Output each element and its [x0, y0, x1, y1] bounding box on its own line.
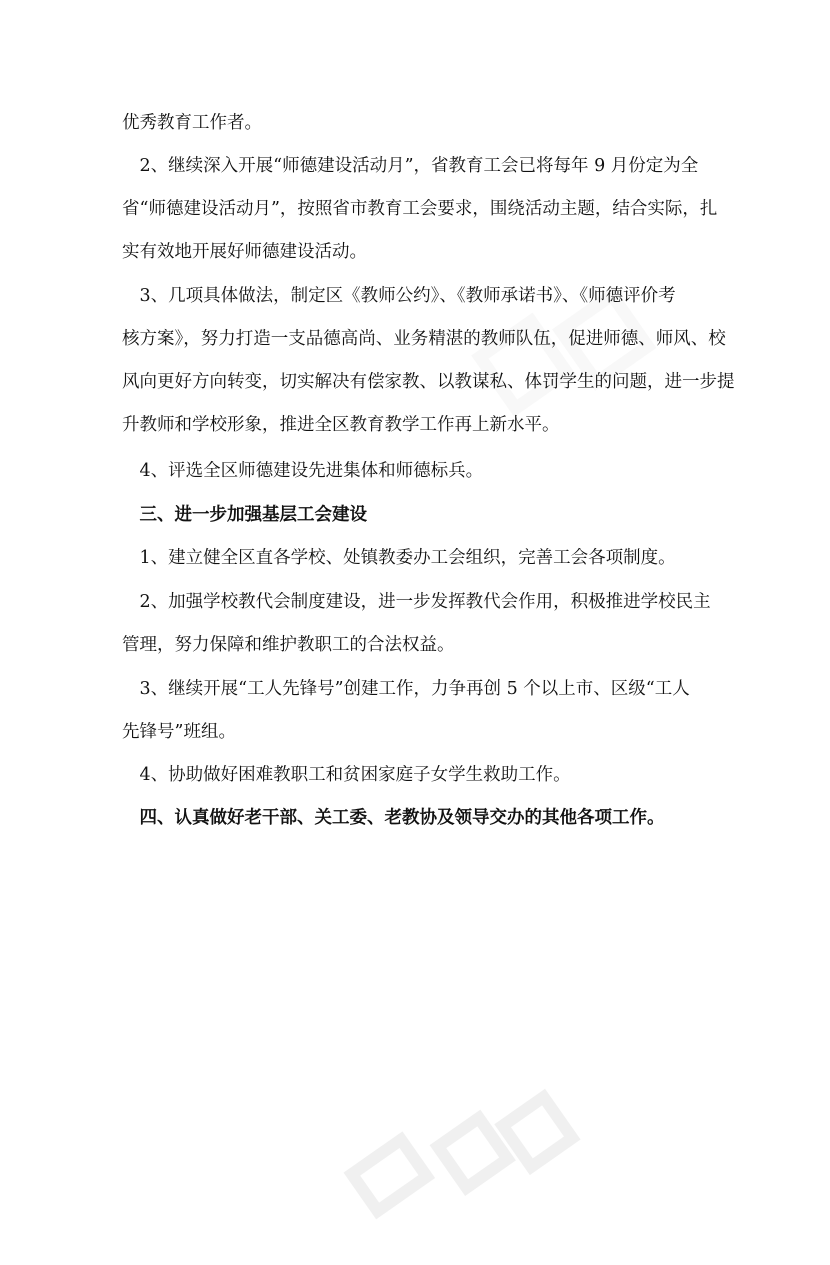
section-heading — [122, 797, 712, 840]
text-line: 省“师德建设活动月”，按照省市教育工会要求，围绕活动主题，结合实际，扎 — [122, 199, 718, 219]
paragraph — [122, 102, 712, 145]
paragraph — [122, 145, 718, 274]
text-line: 3、几项具体做法，制定区《教师公约》、《教师承诺书》、《师德评价考 — [122, 286, 676, 306]
paragraph — [122, 668, 712, 754]
text-line: 4、评选全区师德建设先进集体和师德标兵。 — [122, 461, 484, 481]
text-line: 先锋号”班组。 — [122, 722, 236, 742]
text-line: 核方案》，努力打造一支品德高尚、业务精湛的教师队伍，促进师德、师风、校 — [122, 329, 726, 349]
text-line: 4、协助做好困难教职工和贫困家庭子女学生救助工作。 — [122, 765, 571, 785]
text-line: 实有效地开展好师德建设活动。 — [122, 242, 367, 262]
text-line: 三、进一步加强基层工会建设 — [122, 505, 367, 525]
text-line: 管理，努力保障和维护教职工的合法权益。 — [122, 635, 455, 655]
paragraph — [122, 450, 712, 493]
text-line: 1、建立健全区直各学校、处镇教委办工会组织，完善工会各项制度。 — [122, 548, 676, 568]
paragraph — [122, 537, 712, 580]
text-line: 升教师和学校形象，推进全区教育教学工作再上新水平。 — [122, 415, 560, 435]
text-line: 3、继续开展“工人先锋号”创建工作，力争再创 5 个以上市、区级“工人 — [122, 679, 690, 699]
text-line: 四、认真做好老干部、关工委、老教协及领导交办的其他各项工作。 — [122, 808, 665, 828]
text-line: 2、加强学校教代会制度建设，进一步发挥教代会作用，积极推进学校民主 — [122, 592, 711, 612]
text-line: 风向更好方向转变，切实解决有偿家教、以教谋私、体罚学生的问题，进一步提 — [122, 372, 735, 392]
text-line: 2、继续深入开展“师德建设活动月”，省教育工会已将每年 9 月份定为全 — [122, 156, 699, 176]
section-heading — [122, 494, 712, 537]
paragraph — [122, 581, 712, 667]
text-line: 优秀教育工作者。 — [122, 113, 262, 133]
paragraph — [122, 754, 712, 797]
paragraph — [122, 275, 735, 447]
